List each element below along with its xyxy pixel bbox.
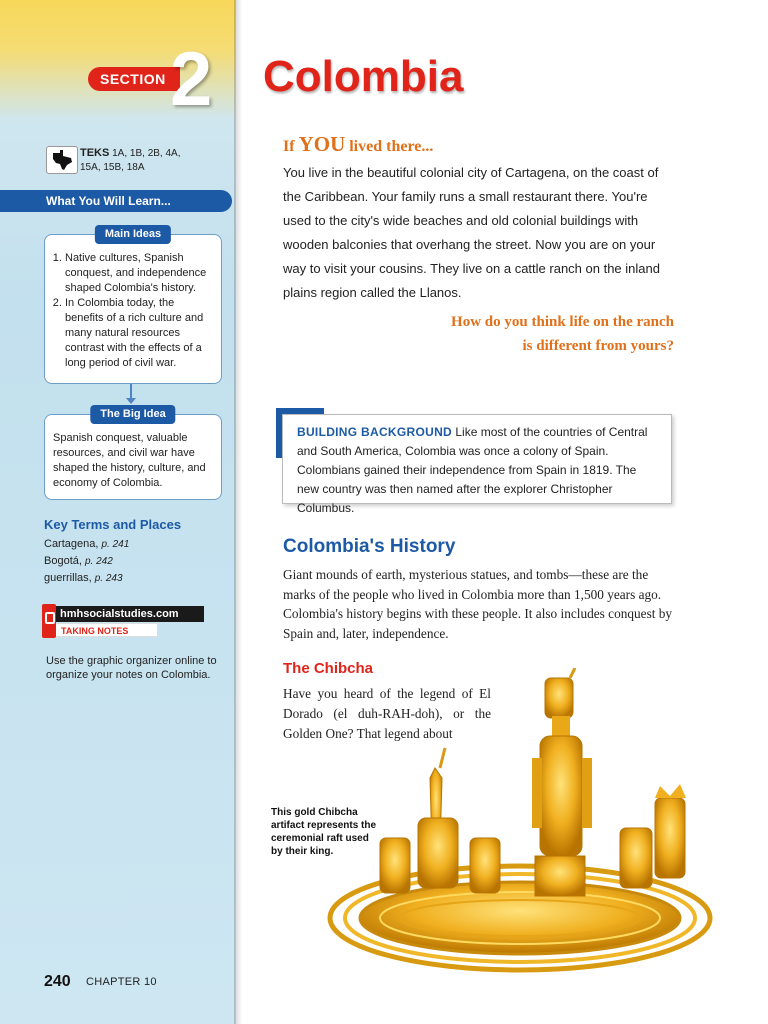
- main-idea-item: 2. In Colombia today, the benefits of a rich culture and many natural resources contrast with the effects of a long period of civil war.: [65, 296, 213, 371]
- teks-codes-line1: 1A, 1B, 2B, 4A,: [112, 148, 181, 159]
- chibcha-paragraph: Have you heard of the legend of El Dorado (el duh-RAH-doh), or the Golden One? That legend about: [283, 686, 491, 741]
- big-idea-box: [44, 408, 222, 500]
- chibcha-heading: The Chibcha: [283, 660, 374, 677]
- big-idea-title: The Big Idea: [90, 405, 175, 424]
- key-term-item: [44, 553, 129, 570]
- big-idea-text: Spanish conquest, valuable resources, and civil war have shaped the history, culture, and economy of Colombia.: [53, 432, 206, 489]
- focus-question-line2: is different from yours?: [522, 338, 674, 354]
- if-you: YOU: [298, 132, 346, 156]
- key-term-page: p. 242: [84, 556, 113, 567]
- link-tag-icon: [42, 604, 56, 638]
- hmh-url[interactable]: hmhsocialstudies.com: [46, 606, 204, 622]
- page-number: 240: [44, 973, 71, 990]
- if-suffix: lived there...: [349, 138, 434, 155]
- key-term-item: [44, 536, 129, 553]
- teks-codes-line2: 15A, 15B, 18A: [80, 162, 145, 173]
- key-term-item: [44, 570, 129, 587]
- key-term-page: p. 241: [101, 539, 130, 550]
- key-term: Bogotá,: [44, 555, 82, 567]
- hmh-social-studies-link[interactable]: [46, 606, 204, 638]
- key-term: Cartagena,: [44, 538, 99, 550]
- taking-notes-label[interactable]: TAKING NOTES: [46, 623, 158, 637]
- teks-standards: [80, 146, 220, 175]
- page-title: Colombia: [263, 52, 464, 101]
- building-background-label: BUILDING BACKGROUND: [297, 425, 453, 439]
- corner-accent: [276, 408, 324, 414]
- main-ideas-box: [44, 228, 222, 384]
- intro-paragraph: You live in the beautiful colonial city of Cartagena, on the coast of the Caribbean. Your family runs a small restaurant there. You're used to the city's wide beaches and old colonial buildings with wooden balconies that overhang the street. Now you are on your way to visit your cousins. They live on a cattle ranch on the inland plains region called the Llanos.: [283, 165, 660, 300]
- main-ideas-title: Main Ideas: [95, 225, 171, 244]
- building-background-box: [282, 414, 672, 515]
- organizer-instructions: Use the graphic organizer online to organize your notes on Colombia.: [46, 655, 217, 681]
- building-background-text: Like most of the countries of Central and South America, Colombia was once a colony of Spain. Colombians gained their independence from Spain in 1819. The new country was then named after the explorer Christopher Columbus.: [297, 425, 648, 515]
- texas-map-icon: [46, 146, 78, 174]
- if-you-lived-there-heading: [283, 132, 433, 157]
- section-number: 2: [170, 37, 213, 122]
- gold-raft-artifact-image: [320, 668, 768, 978]
- colombias-history-paragraph: Giant mounds of earth, mysterious statues, and tombs—these are the marks of the people who lived in Colombia more than 1,500 years ago. Colombia's history begins with these people. It also includes conquest by Spain and, later, independence.: [283, 567, 673, 641]
- key-terms-title: Key Terms and Places: [44, 517, 182, 532]
- arrow-down-icon: [126, 398, 136, 404]
- if-prefix: If: [283, 138, 295, 155]
- focus-question: [360, 310, 674, 358]
- key-terms-list: [44, 536, 129, 587]
- colombias-history-heading: Colombia's History: [283, 536, 456, 557]
- chapter-label: CHAPTER 10: [86, 976, 157, 988]
- sidebar-edge: [234, 0, 242, 1024]
- main-idea-item: 1. Native cultures, Spanish conquest, and independence shaped Colombia's history.: [65, 251, 213, 296]
- corner-accent: [276, 408, 282, 458]
- section-badge: SECTION: [88, 67, 180, 91]
- key-term-page: p. 243: [94, 573, 123, 584]
- focus-question-line1: How do you think life on the ranch: [451, 314, 674, 330]
- key-term: guerrillas,: [44, 572, 92, 584]
- what-you-will-learn-header: What You Will Learn...: [0, 190, 232, 212]
- image-caption: This gold Chibcha artifact represents the ceremonial raft used by their king.: [271, 807, 377, 857]
- teks-label: TEKS: [80, 147, 110, 159]
